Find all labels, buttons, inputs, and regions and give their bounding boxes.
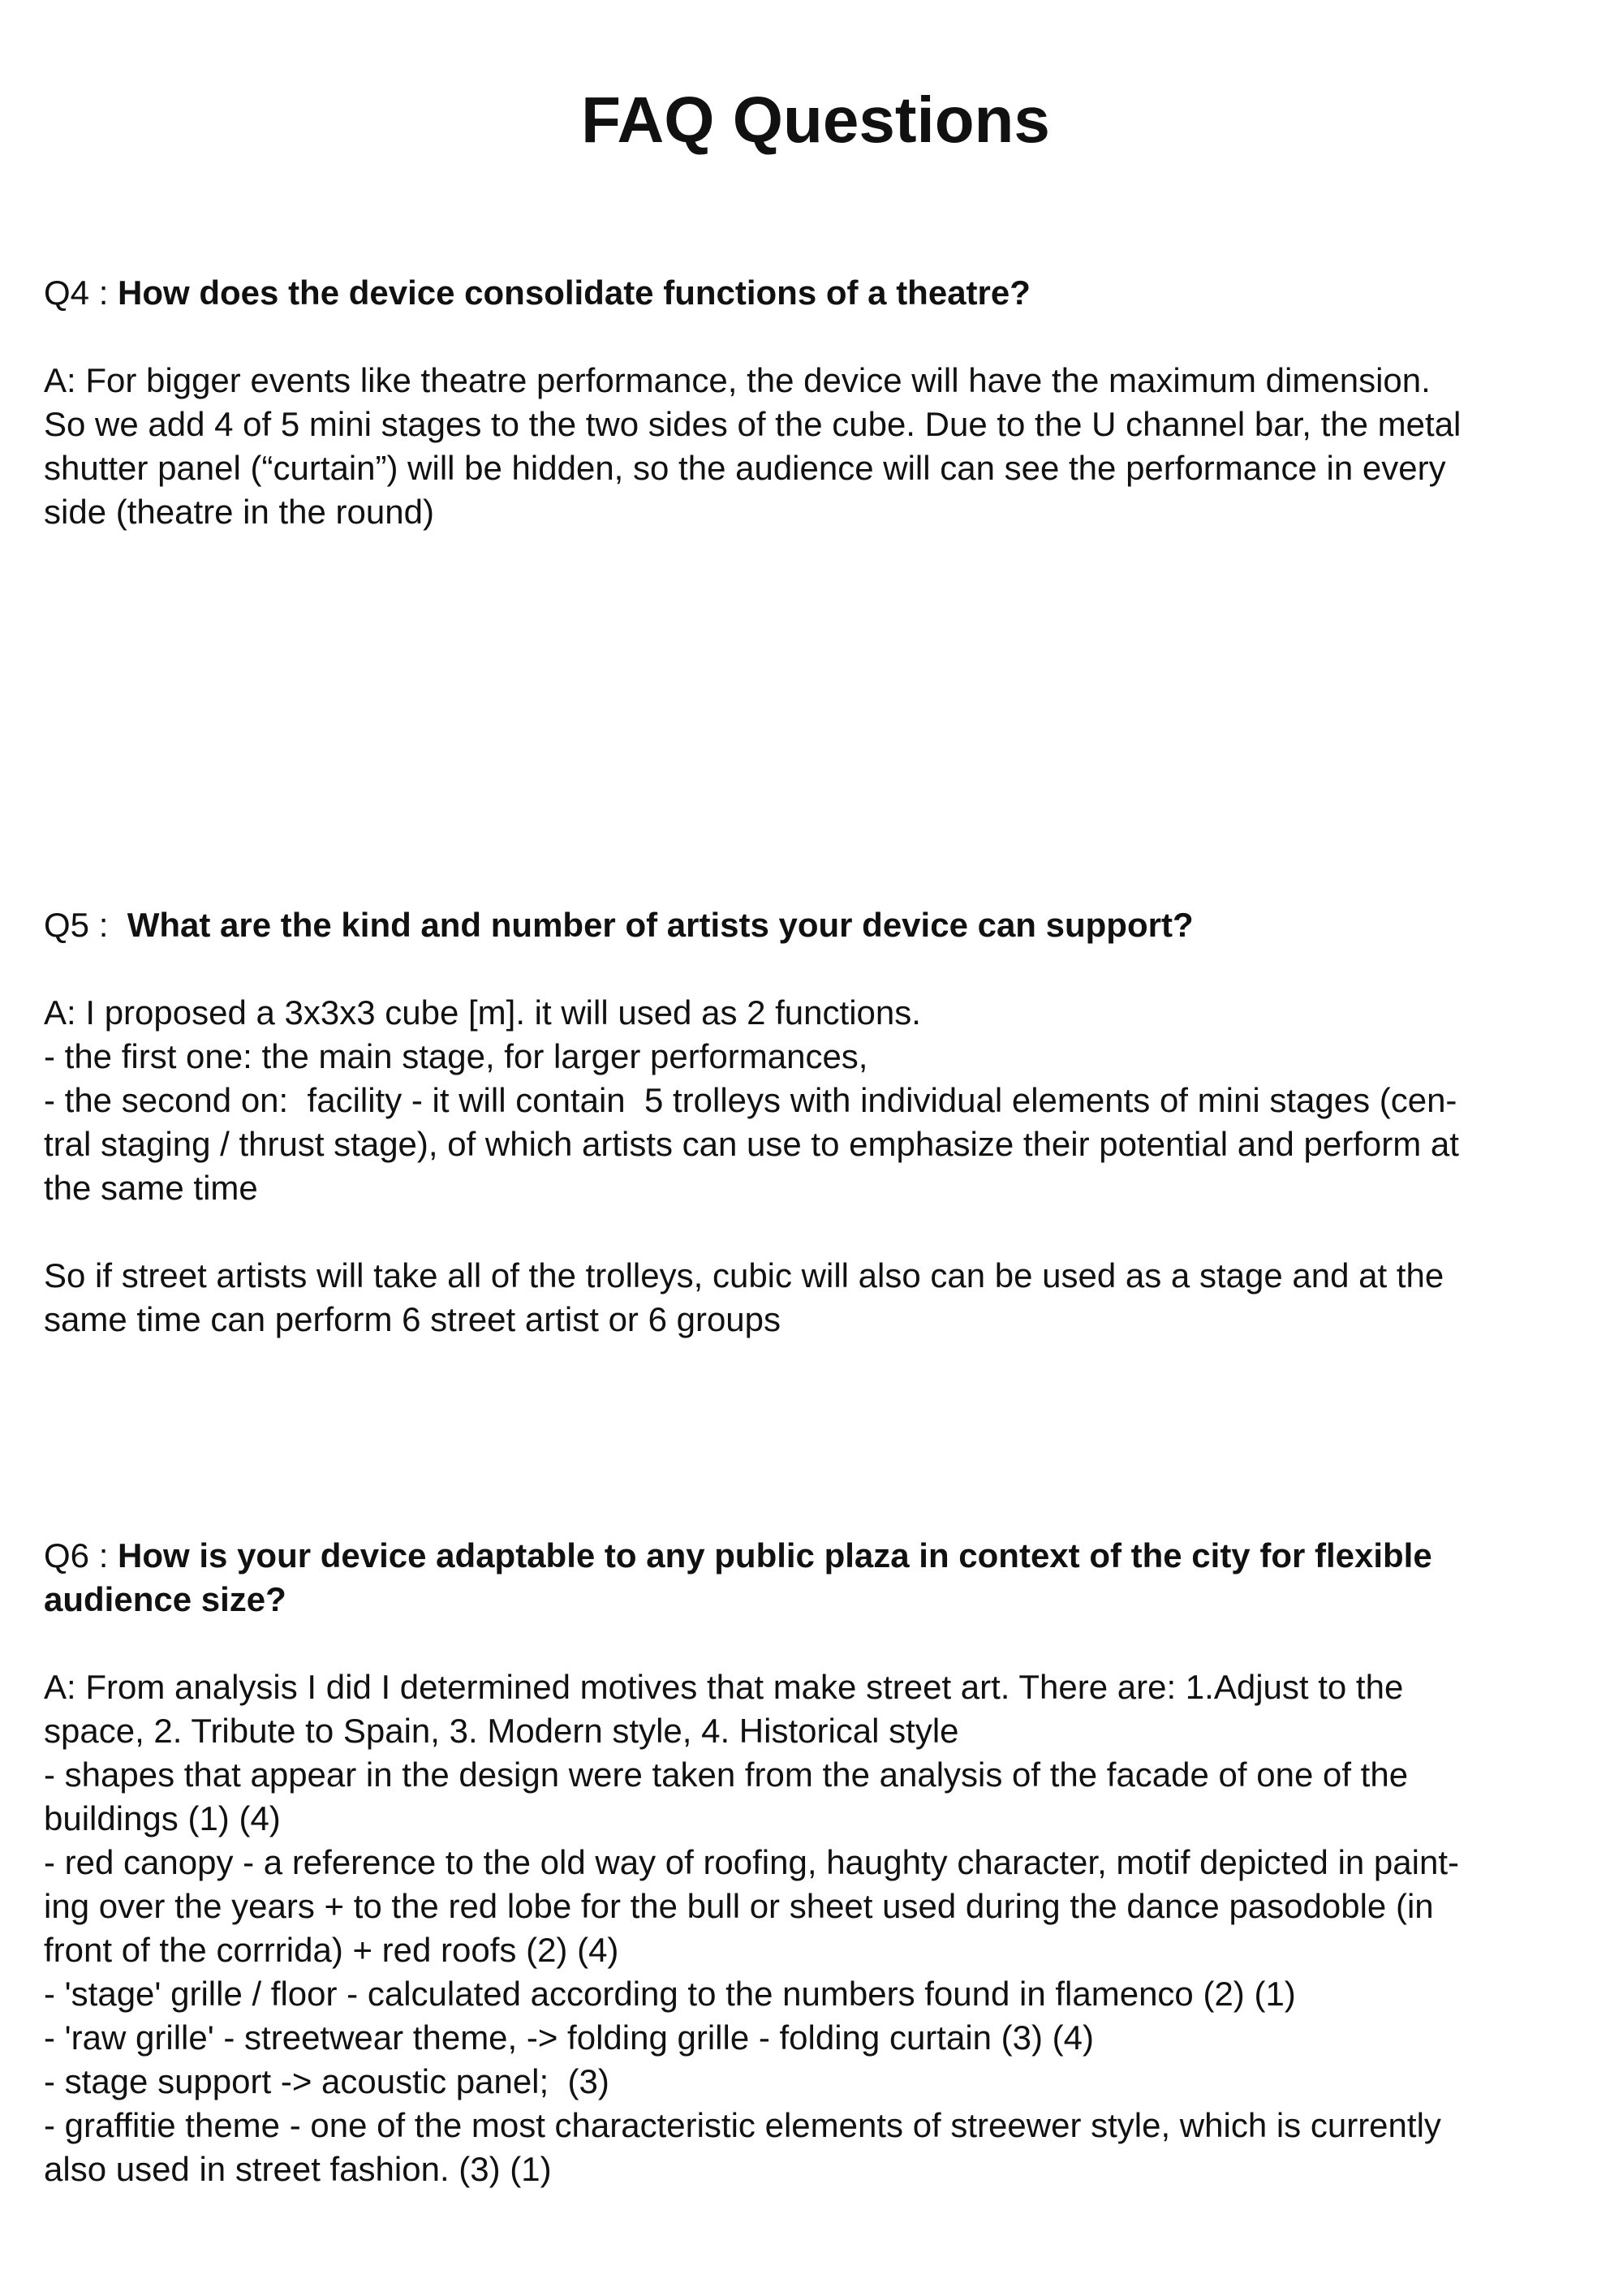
answer-line: - shapes that appear in the design were taken from the analysis of the facade of one of the [44, 1755, 1409, 1794]
paragraph-gap [44, 1210, 1586, 1254]
answer-line: A: For bigger events like theatre performance, the device will have the maximum dimension. [44, 361, 1431, 399]
answer-line: shutter panel (“curtain”) will be hidden, so the audience will can see the performance in every [44, 449, 1446, 487]
faq-item-q5 [44, 903, 1586, 1342]
faq-item-q6 [44, 1534, 1586, 2191]
answer-line: - the second on: facility - it will contain 5 trolleys with individual elements of mini stages (cen- [44, 1081, 1457, 1119]
answer-line: - the first one: the main stage, for larger performances, [44, 1037, 868, 1075]
answer-line: - 'stage' grille / floor - calculated according to the numbers found in flamenco (2) (1) [44, 1975, 1296, 2013]
answer-line: the same time [44, 1169, 258, 1207]
question-text: What are the kind and number of artists your device can support? [127, 906, 1194, 944]
question-line [44, 271, 1586, 315]
answer-line: ing over the years + to the red lobe for the bull or sheet used during the dance pasodoble (in [44, 1887, 1434, 1925]
answer-line: So if street artists will take all of the trolleys, cubic will also can be used as a stage and at the [44, 1256, 1444, 1294]
question-label: Q4 : [44, 274, 118, 312]
faq-item-q4 [44, 271, 1586, 534]
answer-line: space, 2. Tribute to Spain, 3. Modern style, 4. Historical style [44, 1712, 959, 1750]
answer-line: tral staging / thrust stage), of which artists can use to emphasize their potential and perform at [44, 1125, 1459, 1163]
question-line [44, 903, 1586, 947]
question-text-continued: audience size? [44, 1580, 286, 1618]
answer-line: So we add 4 of 5 mini stages to the two sides of the cube. Due to the U channel bar, the metal [44, 405, 1462, 443]
question-line [44, 1534, 1586, 1578]
question-label: Q5 : [44, 906, 127, 944]
answer-line: A: From analysis I did I determined motives that make street art. There are: 1.Adjust to the [44, 1668, 1404, 1706]
answer-line: - red canopy - a reference to the old way of roofing, haughty character, motif depicted in paint- [44, 1843, 1459, 1881]
answer-line: - graffitie theme - one of the most characteristic elements of streewer style, which is currently [44, 2106, 1441, 2144]
answer-line: A: I proposed a 3x3x3 cube [m]. it will used as 2 functions. [44, 993, 921, 1032]
answer-line: - stage support -> acoustic panel; (3) [44, 2062, 609, 2100]
question-text: How does the device consolidate functions of a theatre? [118, 274, 1031, 312]
question-label: Q6 : [44, 1536, 118, 1574]
answer-line: buildings (1) (4) [44, 1799, 281, 1837]
answer-line: same time can perform 6 street artist or 6 groups [44, 1300, 781, 1338]
answer-line: side (theatre in the round) [44, 493, 434, 531]
answer-line: - 'raw grille' - streetwear theme, -> folding grille - folding curtain (3) (4) [44, 2018, 1095, 2057]
question-text: How is your device adaptable to any public plaza in context of the city for flexible [118, 1536, 1432, 1574]
page-title: FAQ Questions [581, 84, 1050, 156]
answer-line: front of the corrrida) + red roofs (2) (4) [44, 1931, 619, 1969]
answer-line: also used in street fashion. (3) (1) [44, 2150, 552, 2188]
